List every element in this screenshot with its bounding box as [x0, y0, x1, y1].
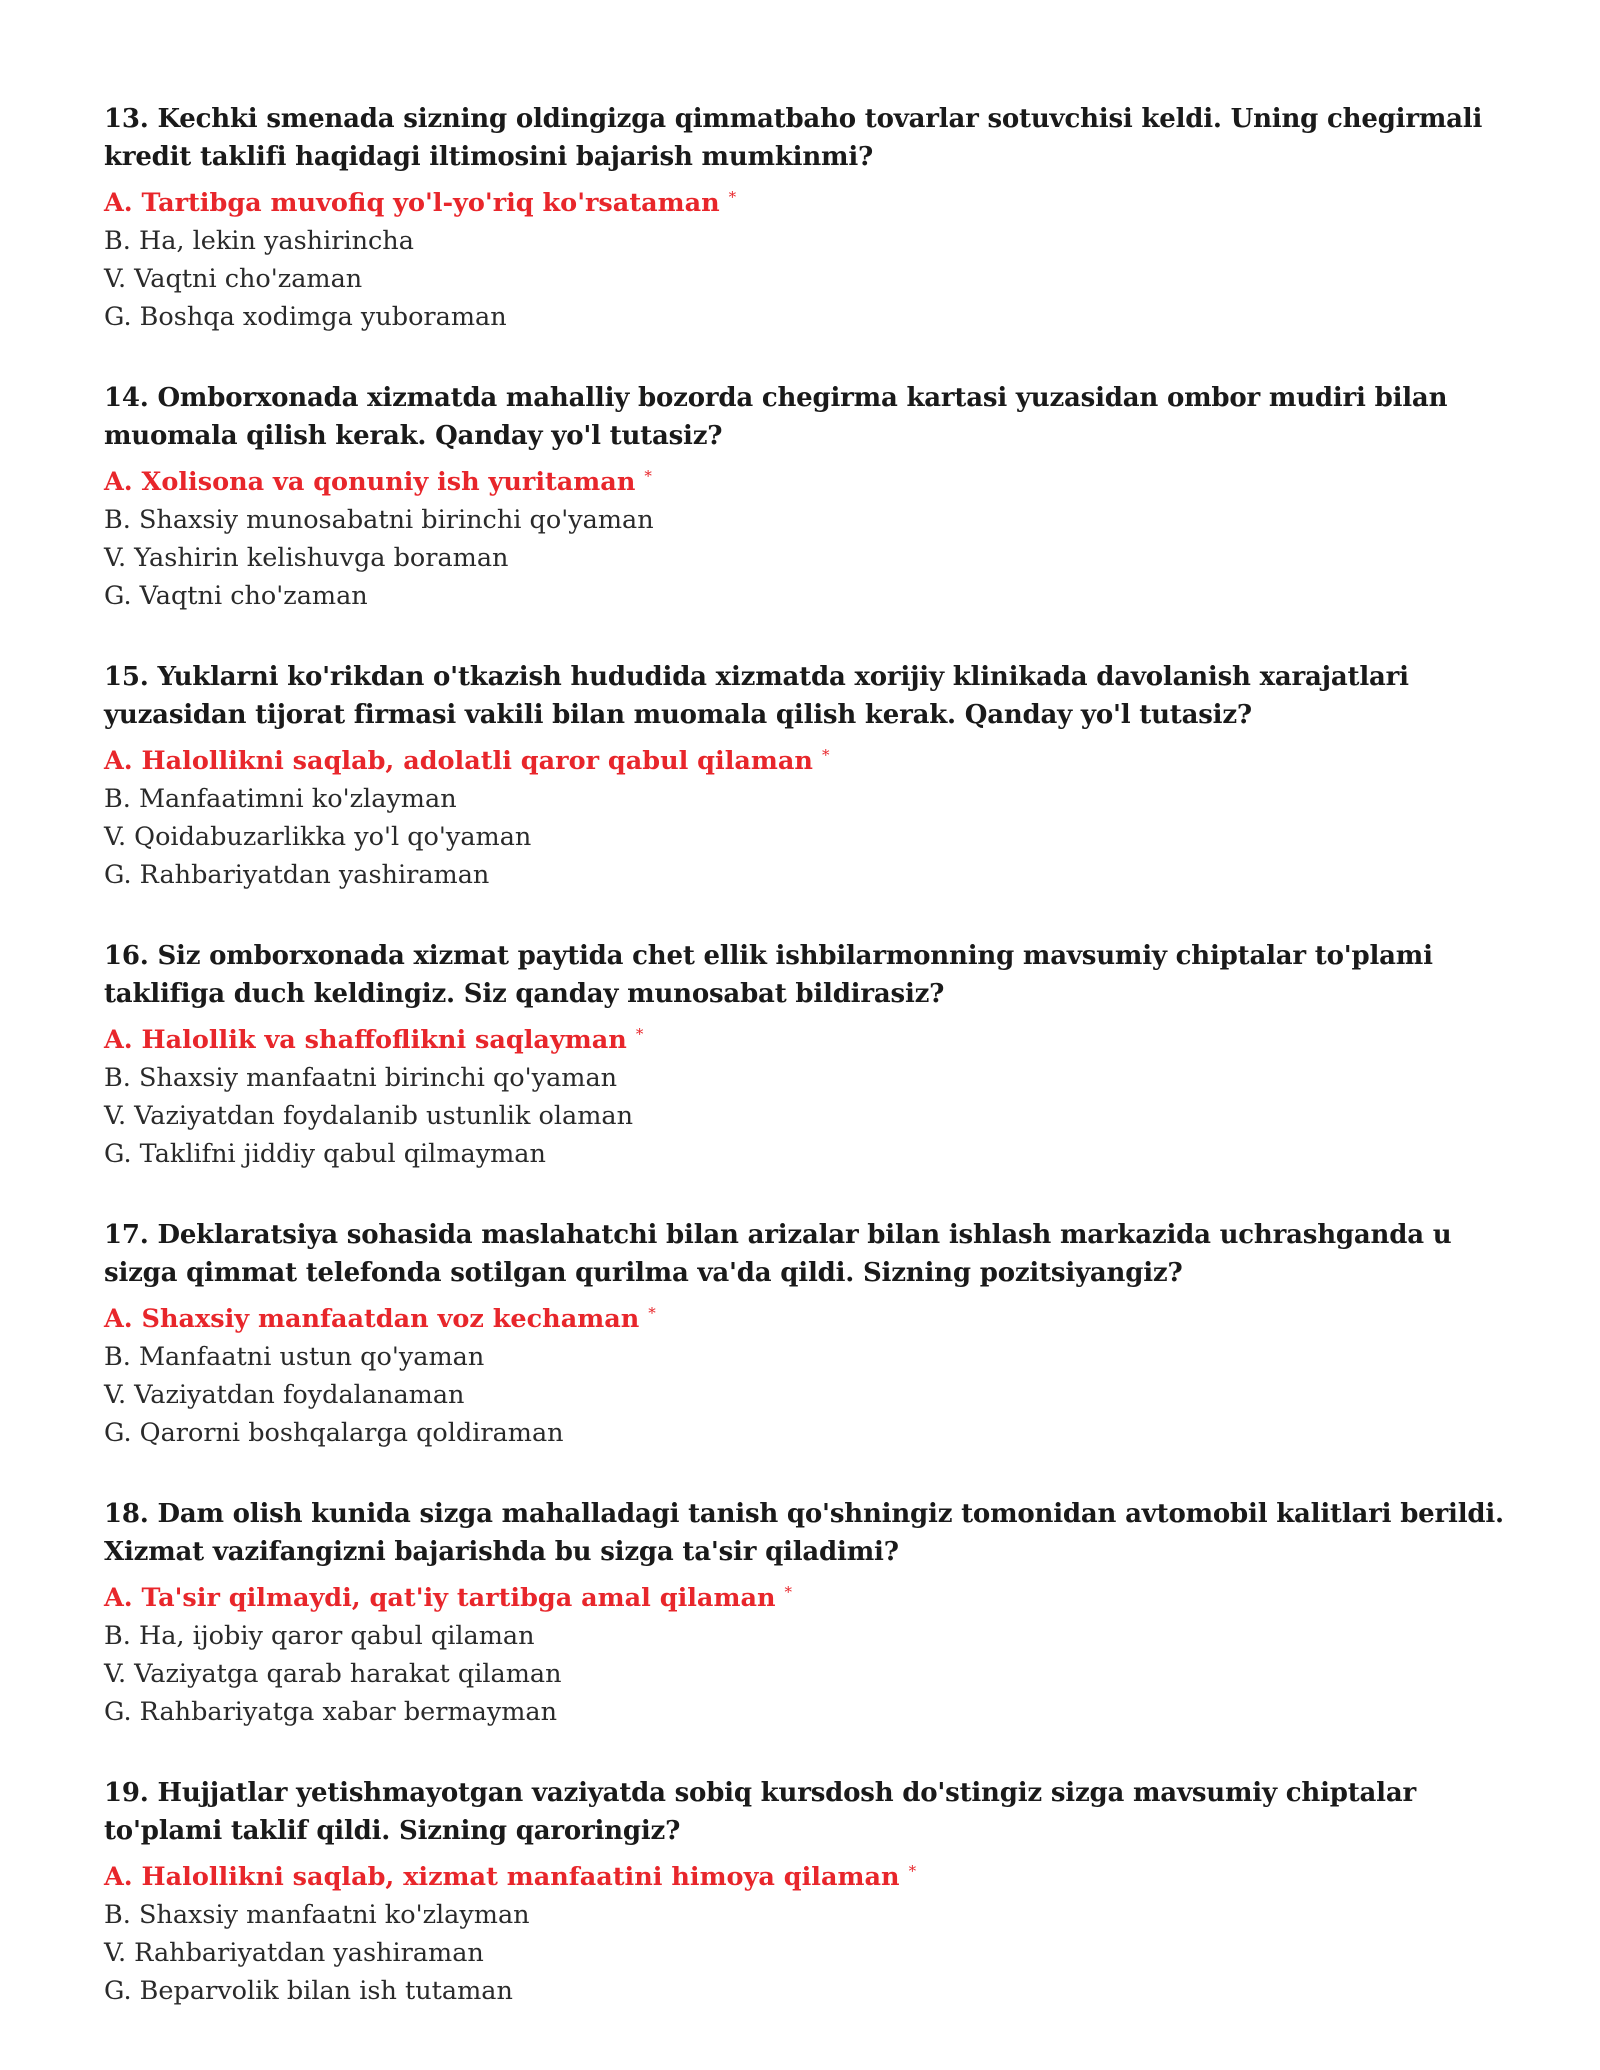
- answer-option: [104, 1059, 1524, 1097]
- option-text: A. Halollikni saqlab, adolatli qaror qabul qilaman: [104, 746, 813, 776]
- correct-answer-option: [104, 178, 1524, 222]
- correct-marker-asterisk: *: [728, 188, 737, 206]
- answer-option: [104, 780, 1524, 818]
- answer-option: [104, 1655, 1524, 1693]
- option-text: G. Rahbariyatdan yashiraman: [104, 860, 490, 890]
- answer-option: [104, 818, 1524, 856]
- option-text: B. Manfaatimni ko'zlayman: [104, 784, 457, 814]
- answer-option: [104, 1972, 1524, 2010]
- option-text: V. Vaziyatga qarab harakat qilaman: [104, 1659, 562, 1689]
- answer-option: [104, 1097, 1524, 1135]
- question-block: [104, 1216, 1524, 1452]
- question-block: [104, 379, 1524, 615]
- question-block: [104, 100, 1524, 336]
- question-text: 14. Omborxonada xizmatda mahalliy bozorda chegirma kartasi yuzasidan ombor mudiri bilan muomala qilish kerak. Qanday yo'l tutasiz?: [104, 383, 1448, 451]
- correct-answer-option: [104, 1573, 1524, 1617]
- answer-option: [104, 577, 1524, 615]
- question-block: [104, 1774, 1524, 2010]
- question-text: 15. Yuklarni ko'rikdan o'tkazish hududida xizmatda xorijiy klinikada davolanish xarajatlari yuzasidan tijorat firmasi vakili bilan muomala qilish kerak. Qanday yo'l tutasiz?: [104, 662, 1409, 730]
- answer-option: [104, 539, 1524, 577]
- answer-option: [104, 856, 1524, 894]
- answer-option: [104, 1135, 1524, 1173]
- option-text: V. Yashirin kelishuvga boraman: [104, 543, 509, 573]
- correct-marker-asterisk: *: [644, 467, 652, 485]
- answer-option: [104, 1896, 1524, 1934]
- answer-option: [104, 222, 1524, 260]
- option-text: A. Halollikni saqlab, xizmat manfaatini himoya qilaman: [104, 1862, 900, 1892]
- correct-answer-option: [104, 1852, 1524, 1896]
- answer-option: [104, 1414, 1524, 1452]
- option-text: G. Beparvolik bilan ish tutaman: [104, 1976, 513, 2006]
- option-text: G. Qarorni boshqalarga qoldiraman: [104, 1418, 564, 1448]
- answer-option: [104, 501, 1524, 539]
- answer-option: [104, 1693, 1524, 1731]
- correct-answer-option: [104, 457, 1524, 501]
- answer-option: [104, 1934, 1524, 1972]
- question-block: [104, 1495, 1524, 1731]
- correct-marker-asterisk: *: [908, 1862, 917, 1880]
- answer-option: [104, 1617, 1524, 1655]
- option-text: V. Vaziyatdan foydalanib ustunlik olaman: [104, 1101, 634, 1131]
- question-text: 17. Deklaratsiya sohasida maslahatchi bilan arizalar bilan ishlash markazida uchrashganda u sizga qimmat telefonda sotilgan qurilma va'da qildi. Sizning pozitsiyangiz?: [104, 1220, 1452, 1288]
- answer-option: [104, 1376, 1524, 1414]
- option-text: V. Rahbariyatdan yashiraman: [104, 1938, 484, 1968]
- option-text: V. Vaqtni cho'zaman: [104, 264, 363, 294]
- option-text: B. Shaxsiy manfaatni birinchi qo'yaman: [104, 1063, 618, 1093]
- option-text: B. Ha, lekin yashirincha: [104, 226, 414, 256]
- option-text: G. Rahbariyatga xabar bermayman: [104, 1697, 558, 1727]
- correct-marker-asterisk: *: [648, 1304, 656, 1322]
- answer-option: [104, 298, 1524, 336]
- answer-option: [104, 1338, 1524, 1376]
- quiz-page: [104, 100, 1524, 2053]
- correct-marker-asterisk: *: [821, 746, 830, 764]
- question-text: 19. Hujjatlar yetishmayotgan vaziyatda sobiq kursdosh do'stingiz sizga mavsumiy chiptalar to'plami taklif qildi. Sizning qaroringiz?: [104, 1778, 1417, 1846]
- option-text: B. Manfaatni ustun qo'yaman: [104, 1342, 485, 1372]
- option-text: G. Vaqtni cho'zaman: [104, 581, 368, 611]
- correct-answer-option: [104, 736, 1524, 780]
- correct-answer-option: [104, 1015, 1524, 1059]
- option-text: G. Taklifni jiddiy qabul qilmayman: [104, 1139, 546, 1169]
- option-text: A. Tartibga muvofiq yo'l-yo'riq ko'rsataman: [104, 188, 720, 218]
- option-text: B. Shaxsiy manfaatni ko'zlayman: [104, 1900, 530, 1930]
- question-block: [104, 658, 1524, 894]
- option-text: A. Halollik va shaffoflikni saqlayman: [104, 1025, 627, 1055]
- question-text: 18. Dam olish kunida sizga mahalladagi tanish qo'shningiz tomonidan avtomobil kalitlari berildi. Xizmat vazifangizni bajarishda bu sizga ta'sir qiladimi?: [104, 1499, 1504, 1567]
- correct-answer-option: [104, 1294, 1524, 1338]
- correct-marker-asterisk: *: [784, 1583, 793, 1601]
- option-text: B. Ha, ijobiy qaror qabul qilaman: [104, 1621, 535, 1651]
- question-block: [104, 937, 1524, 1173]
- option-text: A. Ta'sir qilmaydi, qat'iy tartibga amal qilaman: [104, 1583, 776, 1613]
- option-text: V. Qoidabuzarlikka yo'l qo'yaman: [104, 822, 532, 852]
- question-text: 16. Siz omborxonada xizmat paytida chet ellik ishbilarmonning mavsumiy chiptalar to'plami taklifiga duch keldingiz. Siz qanday munosabat bildirasiz?: [104, 941, 1433, 1009]
- option-text: G. Boshqa xodimga yuboraman: [104, 302, 507, 332]
- question-text: 13. Kechki smenada sizning oldingizga qimmatbaho tovarlar sotuvchisi keldi. Uning chegirmali kredit taklifi haqidagi iltimosini bajarish mumkinmi?: [104, 104, 1483, 172]
- answer-option: [104, 260, 1524, 298]
- option-text: V. Vaziyatdan foydalanaman: [104, 1380, 465, 1410]
- option-text: B. Shaxsiy munosabatni birinchi qo'yaman: [104, 505, 654, 535]
- option-text: A. Shaxsiy manfaatdan voz kechaman: [104, 1304, 640, 1334]
- option-text: A. Xolisona va qonuniy ish yuritaman: [104, 467, 636, 497]
- correct-marker-asterisk: *: [635, 1025, 644, 1043]
